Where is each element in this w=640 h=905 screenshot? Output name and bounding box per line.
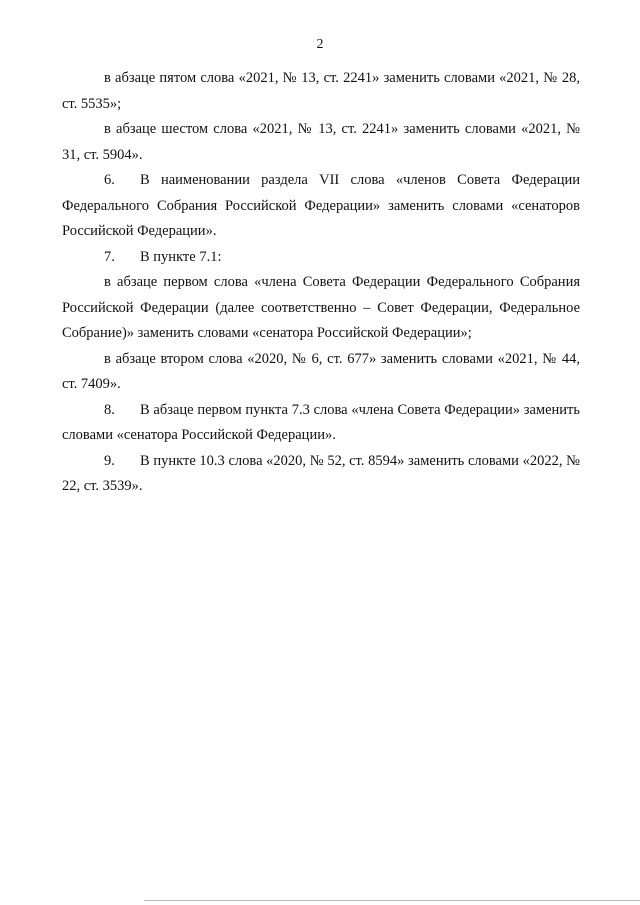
document-body xyxy=(62,66,580,500)
paragraph-text: В пункте 10.3 слова «2020, № 52, ст. 8594» заменить словами «2022, № 22, ст. 3539». xyxy=(62,452,580,494)
paragraph-item-6 xyxy=(62,168,580,245)
paragraph-item-7 xyxy=(62,245,580,271)
paragraph-7-1-second xyxy=(62,347,580,398)
paragraph-text: в абзаце первом слова «члена Совета Федерации Федерального Собрания Российской Федерации (далее соответственно – Совет Федерации, Федеральное Собрание)» заменить словами «сенатора Российской Федерации»; xyxy=(62,274,580,341)
paragraph-6th-abzac xyxy=(62,117,580,168)
paragraph-text: в абзаце пятом слова «2021, № 13, ст. 2241» заменить словами «2021, № 28, ст. 5535»; xyxy=(62,70,580,112)
scan-edge-line xyxy=(144,900,640,901)
paragraph-text: В пункте 7.1: xyxy=(140,248,222,265)
paragraph-number: 9. xyxy=(104,452,115,469)
page-number: 2 xyxy=(316,37,324,52)
paragraph-text: в абзаце втором слова «2020, № 6, ст. 677» заменить словами «2021, № 44, ст. 7409». xyxy=(62,350,580,392)
paragraph-item-9 xyxy=(62,449,580,500)
paragraph-number: 8. xyxy=(104,401,115,418)
paragraph-number: 6. xyxy=(104,172,115,188)
paragraph-5th-abzac xyxy=(62,66,580,117)
paragraph-number: 7. xyxy=(104,248,115,265)
paragraph-7-1-first xyxy=(62,270,580,347)
paragraph-item-8 xyxy=(62,398,580,449)
paragraph-text: в абзаце шестом слова «2021, № 13, ст. 2241» заменить словами «2021, № 31, ст. 5904». xyxy=(62,121,580,163)
paragraph-text: В абзаце первом пункта 7.3 слова «члена Совета Федерации» заменить словами «сенатора Российской Федерации». xyxy=(62,401,580,443)
paragraph-text: В наименовании раздела VII слова «членов Совета Федерации Федерального Собрания Российской Федерации» заменить словами «сенаторов Российской Федерации». xyxy=(62,172,580,239)
